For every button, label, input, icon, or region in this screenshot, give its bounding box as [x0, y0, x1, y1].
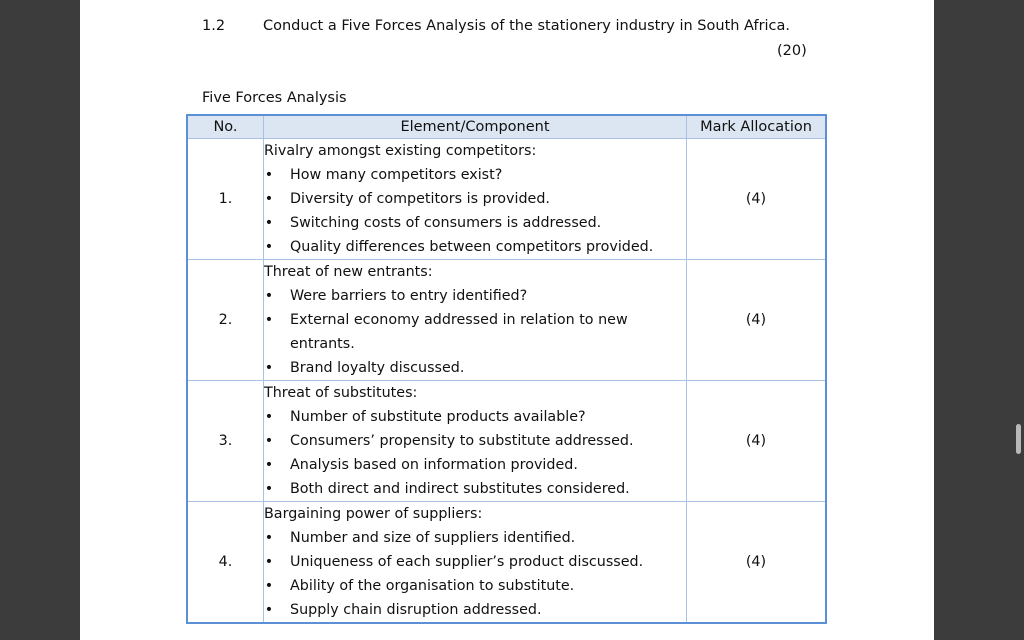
row-element-cell: [264, 260, 687, 381]
bullet-icon: •: [264, 239, 274, 255]
bullet-icon: •: [264, 215, 274, 231]
viewer-gutter-right: [934, 0, 1024, 640]
bullet-icon: •: [264, 481, 274, 497]
row-marks: (4): [687, 139, 827, 260]
bullet-item: [264, 526, 686, 550]
bullet-item: [264, 308, 686, 356]
row-number: 1.: [187, 139, 264, 260]
bullet-text: Brand loyalty discussed.: [290, 360, 465, 376]
bullet-text: Diversity of competitors is provided.: [290, 191, 550, 207]
bullet-text: Number of substitute products available?: [290, 409, 586, 425]
row-heading: Threat of substitutes:: [264, 385, 418, 401]
row-marks: (4): [687, 502, 827, 624]
bullet-icon: •: [264, 191, 274, 207]
table-row: [187, 381, 826, 502]
header-marks: Mark Allocation: [687, 115, 827, 139]
bullet-list: [264, 405, 686, 501]
question-marks: (20): [777, 43, 807, 59]
bullet-text: Switching costs of consumers is addressed.: [290, 215, 602, 231]
bullet-text: Supply chain disruption addressed.: [290, 602, 542, 618]
row-marks: (4): [687, 381, 827, 502]
table-header-row: [187, 115, 826, 139]
bullet-text: Number and size of suppliers identified.: [290, 530, 576, 546]
bullet-item: [264, 550, 686, 574]
row-number: 3.: [187, 381, 264, 502]
bullet-text: Were barriers to entry identified?: [290, 288, 528, 304]
bullet-text: Both direct and indirect substitutes considered.: [290, 481, 630, 497]
row-element-cell: [264, 381, 687, 502]
bullet-icon: •: [264, 530, 274, 546]
bullet-text: Ability of the organisation to substitute.: [290, 578, 575, 594]
question-number: 1.2: [202, 18, 226, 34]
bullet-item: [264, 187, 686, 211]
row-element-cell: [264, 139, 687, 260]
bullet-list: [264, 526, 686, 622]
bullet-list: [264, 284, 686, 380]
row-heading: Rivalry amongst existing competitors:: [264, 143, 537, 159]
bullet-icon: •: [264, 288, 274, 304]
bullet-icon: •: [264, 167, 274, 183]
bullet-item: [264, 356, 686, 380]
bullet-text: How many competitors exist?: [290, 167, 503, 183]
bullet-text: Consumers’ propensity to substitute addressed.: [290, 433, 634, 449]
bullet-item: [264, 574, 686, 598]
bullet-item: [264, 235, 686, 259]
bullet-text: Uniqueness of each supplier’s product discussed.: [290, 554, 644, 570]
bullet-icon: •: [264, 409, 274, 425]
document-page: [80, 0, 934, 640]
bullet-icon: •: [264, 360, 274, 376]
bullet-icon: •: [264, 433, 274, 449]
header-no: No.: [187, 115, 264, 139]
bullet-icon: •: [264, 578, 274, 594]
table-row: [187, 139, 826, 260]
row-marks: (4): [687, 260, 827, 381]
row-number: 4.: [187, 502, 264, 624]
row-number: 2.: [187, 260, 264, 381]
bullet-icon: •: [264, 457, 274, 473]
bullet-item: [264, 598, 686, 622]
table-row: [187, 502, 826, 624]
bullet-text: Analysis based on information provided.: [290, 457, 578, 473]
bullet-text: Quality differences between competitors provided.: [290, 239, 654, 255]
bullet-item: [264, 163, 686, 187]
table-row: [187, 260, 826, 381]
bullet-item: [264, 429, 686, 453]
bullet-icon: •: [264, 602, 274, 618]
table-title: Five Forces Analysis: [202, 90, 347, 106]
bullet-icon: •: [264, 312, 274, 328]
bullet-text: External economy addressed in relation to new entrants.: [290, 312, 628, 352]
bullet-list: [264, 163, 686, 259]
header-element: Element/Component: [264, 115, 687, 139]
bullet-item: [264, 284, 686, 308]
viewer-gutter-left: [0, 0, 80, 640]
row-heading: Threat of new entrants:: [264, 264, 433, 280]
row-element-cell: [264, 502, 687, 624]
bullet-item: [264, 405, 686, 429]
row-heading: Bargaining power of suppliers:: [264, 506, 483, 522]
five-forces-table: [186, 114, 827, 624]
question-text: Conduct a Five Forces Analysis of the stationery industry in South Africa.: [263, 18, 791, 34]
bullet-item: [264, 477, 686, 501]
bullet-icon: •: [264, 554, 274, 570]
bullet-item: [264, 211, 686, 235]
bullet-item: [264, 453, 686, 477]
vertical-scrollbar-thumb[interactable]: [1016, 424, 1021, 454]
